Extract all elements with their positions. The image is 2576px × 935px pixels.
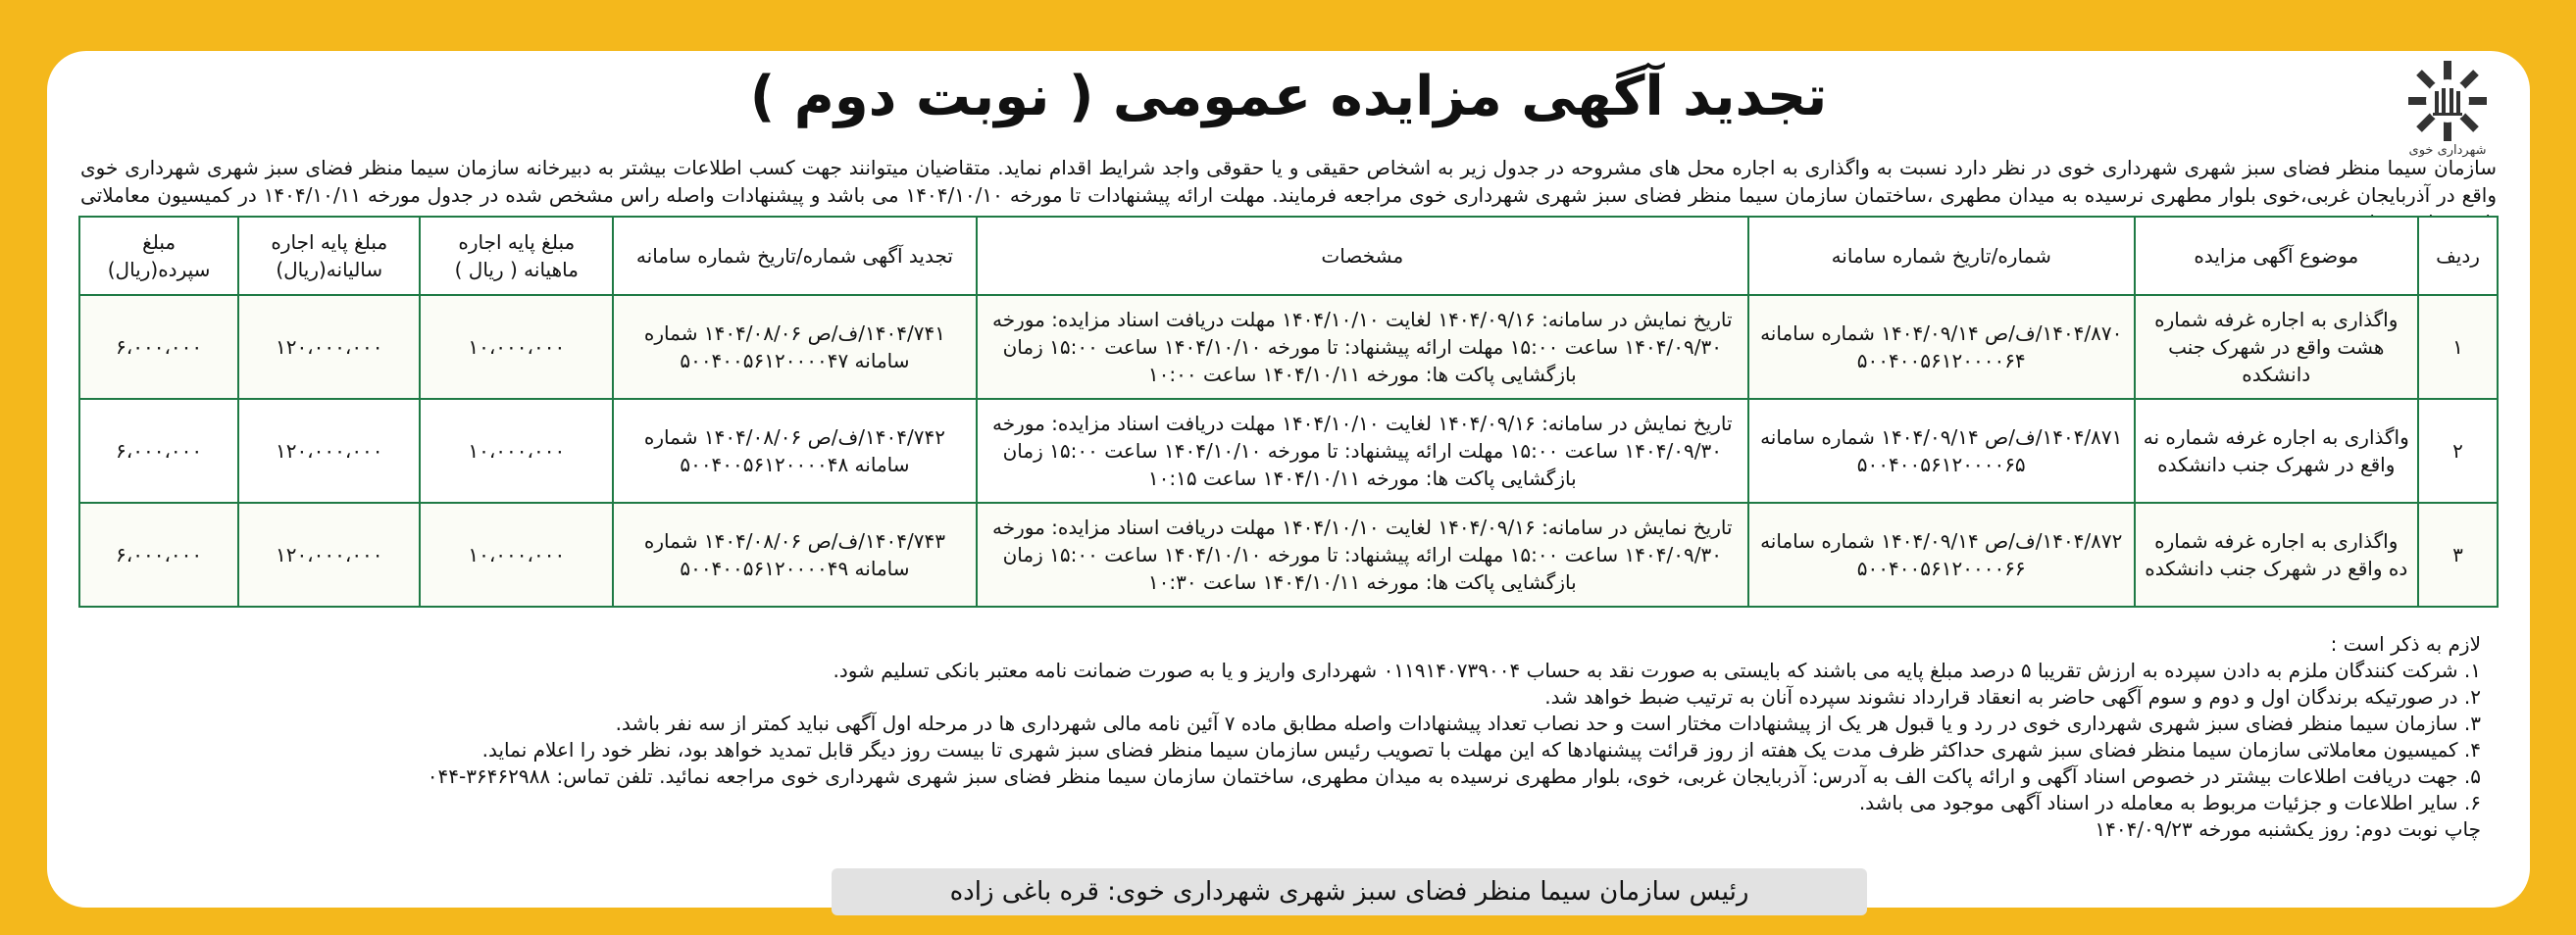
cell-row-number: ۱	[2418, 295, 2498, 399]
table-header-row	[79, 217, 2498, 295]
cell-subject: واگذاری به اجاره غرفه شماره ده واقع در شهرک جنب دانشکده	[2135, 503, 2418, 607]
cell-yearly-rent: ۱۲۰،۰۰۰،۰۰۰	[238, 503, 420, 607]
signature-footer: رئیس سازمان سیما منظر فضای سبز شهری شهرداری خوی: قره باغی زاده	[832, 868, 1867, 915]
header-subject: موضوع آگهی مزایده	[2135, 217, 2418, 295]
table-row	[79, 399, 2498, 503]
cell-monthly-rent: ۱۰،۰۰۰،۰۰۰	[420, 295, 613, 399]
header-renewal-number: تجدید آگهی شماره/تاریخ شماره سامانه	[613, 217, 976, 295]
notes-section	[96, 631, 2481, 843]
cell-renewal-number: ۱۴۰۴/۷۴۱/ف/ص ۱۴۰۴/۰۸/۰۶ شماره سامانه ۵۰۰۴۰۰۵۶۱۲۰۰۰۰۴۷	[613, 295, 976, 399]
cell-renewal-number: ۱۴۰۴/۷۴۳/ف/ص ۱۴۰۴/۰۸/۰۶ شماره سامانه ۵۰۰۴۰۰۵۶۱۲۰۰۰۰۴۹	[613, 503, 976, 607]
header-row-number: ردیف	[2418, 217, 2498, 295]
cell-yearly-rent: ۱۲۰،۰۰۰،۰۰۰	[238, 295, 420, 399]
cell-details: تاریخ نمایش در سامانه: ۱۴۰۴/۰۹/۱۶ لغایت ۱۴۰۴/۱۰/۱۰ مهلت دریافت اسناد مزایده: مورخه ۱۴۰۴/۰۹/۳۰ ساعت ۱۵:۰۰ مهلت ارائه پیشنهاد: تا مورخه ۱۴۰۴/۱۰/۱۰ ساعت ۱۵:۰۰ زمان بازگشایی پاکت ها: مورخه ۱۴۰۴/۱۰/۱۱ ساعت ۱۰:۳۰	[977, 503, 1748, 607]
cell-row-number: ۲	[2418, 399, 2498, 503]
cell-deposit: ۶،۰۰۰،۰۰۰	[79, 399, 238, 503]
cell-row-number: ۳	[2418, 503, 2498, 607]
cell-subject: واگذاری به اجاره غرفه شماره هشت واقع در شهرک جنب دانشکده	[2135, 295, 2418, 399]
note-item: ۶. سایر اطلاعات و جزئیات مربوط به معامله در اسناد آگهی موجود می باشد.	[1858, 791, 2481, 814]
cell-yearly-rent: ۱۲۰،۰۰۰،۰۰۰	[238, 399, 420, 503]
announcement-frame	[47, 51, 2530, 908]
note-item: ۲. در صورتیکه برندگان اول و دوم و سوم آگهی حاضر به انعقاد قرارداد نشوند سپرده آنان به ترتیب ضبط خواهد شد.	[1544, 685, 2481, 709]
notes-heading: لازم به ذکر است :	[2330, 632, 2481, 656]
cell-deposit: ۶،۰۰۰،۰۰۰	[79, 503, 238, 607]
note-item: ۱. شرکت کنندگان ملزم به دادن سپرده به ارزش تقریبا ۵ درصد مبلغ پایه می باشند که بایستی به صورت نقد به حساب ۰۱۱۹۱۴۰۷۳۹۰۰۴ شهرداری واریز و یا به صورت ضمانت نامه معتبر بانکی تسلیم شود.	[833, 659, 2481, 682]
cell-details: تاریخ نمایش در سامانه: ۱۴۰۴/۰۹/۱۶ لغایت ۱۴۰۴/۱۰/۱۰ مهلت دریافت اسناد مزایده: مورخه ۱۴۰۴/۰۹/۳۰ ساعت ۱۵:۰۰ مهلت ارائه پیشنهاد: تا مورخه ۱۴۰۴/۱۰/۱۰ ساعت ۱۵:۰۰ زمان بازگشایی پاکت ها: مورخه ۱۴۰۴/۱۰/۱۱ ساعت ۱۰:۰۰	[977, 295, 1748, 399]
cell-details: تاریخ نمایش در سامانه: ۱۴۰۴/۰۹/۱۶ لغایت ۱۴۰۴/۱۰/۱۰ مهلت دریافت اسناد مزایده: مورخه ۱۴۰۴/۰۹/۳۰ ساعت ۱۵:۰۰ مهلت ارائه پیشنهاد: تا مورخه ۱۴۰۴/۱۰/۱۰ ساعت ۱۵:۰۰ زمان بازگشایی پاکت ها: مورخه ۱۴۰۴/۱۰/۱۱ ساعت ۱۰:۱۵	[977, 399, 1748, 503]
cell-system-number: ۱۴۰۴/۸۷۰/ف/ص ۱۴۰۴/۰۹/۱۴ شماره سامانه ۵۰۰۴۰۰۵۶۱۲۰۰۰۰۶۴	[1748, 295, 2135, 399]
cell-monthly-rent: ۱۰،۰۰۰،۰۰۰	[420, 399, 613, 503]
print-date: چاپ نوبت دوم: روز یکشنبه مورخه ۱۴۰۴/۰۹/۲۳	[2095, 817, 2481, 841]
cell-subject: واگذاری به اجاره غرفه شماره نه واقع در شهرک جنب دانشکده	[2135, 399, 2418, 503]
cell-system-number: ۱۴۰۴/۸۷۲/ف/ص ۱۴۰۴/۰۹/۱۴ شماره سامانه ۵۰۰۴۰۰۵۶۱۲۰۰۰۰۶۶	[1748, 503, 2135, 607]
note-item: ۵. جهت دریافت اطلاعات بیشتر در خصوص اسناد آگهی و ارائه پاکت الف به آدرس: آذربایجان غربی، خوی، بلوار مطهری نرسیده به میدان مطهری، ساختمان سازمان سیما منظر فضای سبز شهری شهرداری خوی مراجعه نمائید. تلفن تماس: ۳۶۴۶۲۹۸۸-۰۴۴	[427, 764, 2481, 788]
header-details: مشخصات	[977, 217, 1748, 295]
note-item: ۴. کمیسیون معاملاتی سازمان سیما منظر فضای سبز شهری حداکثر ظرف مدت یک هفته از روز قرائت پیشنهادها که این مهلت با تصویب رئیس سازمان سیما منظر فضای سبز شهری تا بیست روز دیگر قابل تمدید خواهد بود، نظر خود را اعلام نماید.	[481, 738, 2481, 762]
note-item: ۳. سازمان سیما منظر فضای سبز شهری شهرداری خوی در رد و یا قبول هر یک از پیشنهادات مختار است و حد نصاب تعداد پیشنهادات واصله مطابق ماده ۷ آئین نامه مالی شهرداری ها در مرحله اول آگهی نباید کمتر از سه نفر باشد.	[615, 712, 2481, 735]
announcement-content	[73, 59, 2504, 907]
cell-renewal-number: ۱۴۰۴/۷۴۲/ف/ص ۱۴۰۴/۰۸/۰۶ شماره سامانه ۵۰۰۴۰۰۵۶۱۲۰۰۰۰۴۸	[613, 399, 976, 503]
logo-caption: شهرداری خوی	[2408, 143, 2487, 158]
header-system-number: شماره/تاریخ شماره سامانه	[1748, 217, 2135, 295]
header-deposit: مبلغ سپرده(ریال)	[79, 217, 238, 295]
table-row	[79, 503, 2498, 607]
header-monthly-rent: مبلغ پایه اجاره ماهیانه ( ریال )	[420, 217, 613, 295]
cell-system-number: ۱۴۰۴/۸۷۱/ف/ص ۱۴۰۴/۰۹/۱۴ شماره سامانه ۵۰۰۴۰۰۵۶۱۲۰۰۰۰۶۵	[1748, 399, 2135, 503]
cell-deposit: ۶،۰۰۰،۰۰۰	[79, 295, 238, 399]
header-yearly-rent: مبلغ پایه اجاره سالیانه(ریال)	[238, 217, 420, 295]
table-row	[79, 295, 2498, 399]
page-title: تجدید آگهی مزایده عمومی ( نوبت دوم )	[749, 65, 1828, 128]
intro-paragraph: سازمان سیما منظر فضای سبز شهری شهرداری خوی در نظر دارد نسبت به واگذاری به اجاره محل های مشروحه در جدول زیر به اشخاص حقیقی و یا حقوقی واجد شرایط اقدام نماید. متقاضیان میتوانند جهت کسب اطلاعات بیشتر به دبیرخانه سازمان سیما منظر فضای سبز شهری شهرداری خوی واقع در آذربایجان غربی،خوی بلوار مطهری نرسیده به میدان مطهری ،ساختمان سازمان سیما منظر فضای سبز شهری شهرداری خوی مراجعه فرمایند. مهلت ارائه پیشنهادات تا مورخه ۱۴۰۴/۱۰/۱۰ می باشد و پیشنهادات واصله راس مشخص شده در جدول مورخه ۱۴۰۴/۱۰/۱۱ در کمیسیون معاملاتی	[80, 156, 2497, 207]
cell-monthly-rent: ۱۰،۰۰۰،۰۰۰	[420, 503, 613, 607]
auction-table	[78, 216, 2499, 608]
